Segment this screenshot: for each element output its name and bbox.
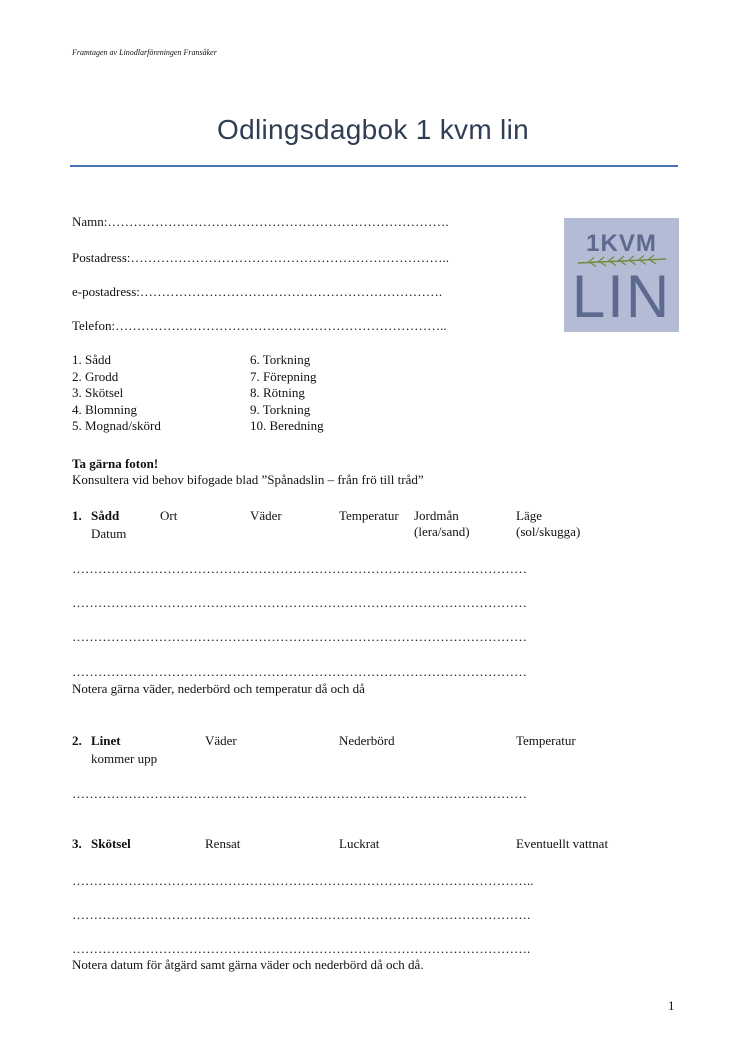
col-nederbord: Nederbörd bbox=[339, 733, 395, 748]
col-vattnat: Eventuellt vattnat bbox=[516, 836, 609, 851]
dotted-line: …………………………………………………………………………………………… bbox=[72, 629, 527, 644]
col-jordman-sub: (lera/sand) bbox=[414, 524, 470, 539]
list-item: 8. Rötning bbox=[250, 385, 305, 400]
photo-text: Konsultera vid behov bifogade blad ”Spånadslin – från frö till tråd” bbox=[72, 472, 424, 487]
stages-left-list bbox=[72, 352, 161, 435]
dotted-line: …………………………………………………………………………………………….. bbox=[72, 873, 534, 888]
col-jordman bbox=[414, 508, 470, 540]
list-item: 6. Torkning bbox=[250, 352, 311, 367]
dotted-line: …………………………………………………………………………………………… bbox=[72, 595, 527, 610]
email-field: e-postadress:……………………………………………………………. bbox=[72, 284, 443, 299]
list-item: 9. Torkning bbox=[250, 401, 311, 417]
col-rensat: Rensat bbox=[205, 836, 241, 851]
section3-number: 3. bbox=[72, 836, 82, 851]
dotted-line: ……………………………………………………………………………………………. bbox=[72, 941, 531, 956]
stages-right-list bbox=[250, 352, 324, 435]
phone-field: Telefon:………………………………………………………………….. bbox=[72, 318, 447, 333]
name-field: Namn:……………………………………………………………………. bbox=[72, 214, 449, 229]
col-vader: Väder bbox=[250, 508, 282, 523]
list-item: 3. Skötsel bbox=[72, 385, 124, 400]
list-item: 5. Mognad/skörd bbox=[72, 418, 161, 433]
logo-line2: LIN bbox=[571, 263, 672, 330]
dotted-line: …………………………………………………………………………………………… bbox=[72, 786, 527, 801]
logo-line1: 1KVM bbox=[586, 230, 657, 257]
section2-sub: kommer upp bbox=[91, 751, 158, 766]
section3-title: Skötsel bbox=[91, 836, 131, 851]
dotted-line: …………………………………………………………………………………………… bbox=[72, 561, 527, 576]
logo bbox=[564, 218, 679, 332]
list-item: 1. Sådd bbox=[72, 352, 111, 367]
list-item: 2. Grodd bbox=[72, 368, 119, 384]
section1-number: 1. bbox=[72, 508, 82, 523]
dotted-line: ……………………………………………………………………………………………. bbox=[72, 907, 531, 922]
section1-note: Notera gärna väder, nederbörd och temperatur då och då bbox=[72, 681, 365, 696]
list-item: 4. Blomning bbox=[72, 401, 138, 417]
col-luckrat: Luckrat bbox=[339, 836, 380, 851]
header-note: Framtagen av Linodlarföreningen Fransåker bbox=[72, 48, 217, 57]
dotted-line: …………………………………………………………………………………………… bbox=[72, 664, 527, 679]
section1-title: Sådd bbox=[91, 508, 120, 523]
address-field: Postadress:……………………………………………………………….. bbox=[72, 250, 449, 265]
section2-title: Linet bbox=[91, 733, 121, 748]
section2-number: 2. bbox=[72, 733, 82, 748]
col-lage-label: Läge bbox=[516, 508, 542, 523]
col-ort: Ort bbox=[160, 508, 178, 523]
section1-sub: Datum bbox=[91, 526, 127, 541]
photo-heading: Ta gärna foton! bbox=[72, 456, 159, 471]
col-jordman-label: Jordmån bbox=[414, 508, 459, 523]
col-temperatur: Temperatur bbox=[339, 508, 399, 523]
list-item: 10. Beredning bbox=[250, 418, 324, 433]
list-item: 7. Förepning bbox=[250, 368, 317, 384]
col-temperatur: Temperatur bbox=[516, 733, 576, 748]
page-number: 1 bbox=[668, 998, 675, 1013]
section3-note: Notera datum för åtgärd samt gärna väder och nederbörd då och då. bbox=[72, 957, 424, 972]
title-divider bbox=[70, 165, 678, 167]
page-title: Odlingsdagbok 1 kvm lin bbox=[217, 114, 529, 145]
col-lage bbox=[516, 508, 580, 540]
col-vader: Väder bbox=[205, 733, 237, 748]
col-lage-sub: (sol/skugga) bbox=[516, 524, 581, 539]
